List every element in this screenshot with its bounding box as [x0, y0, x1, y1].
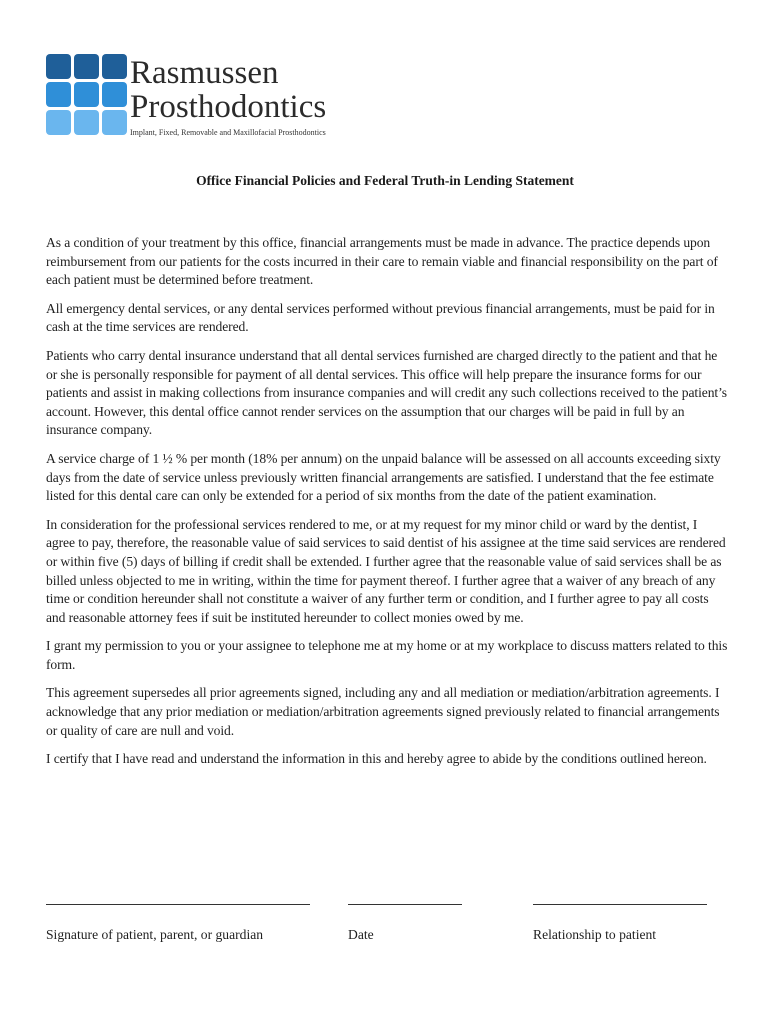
signature-line[interactable]: [46, 890, 310, 905]
practice-tagline: Implant, Fixed, Removable and Maxillofacial Prosthodontics: [130, 128, 326, 137]
date-label: Date: [348, 927, 374, 942]
signature-field[interactable]: [46, 890, 310, 943]
paragraph-consideration: In consideration for the professional services rendered to me, or at my request for my minor child or ward by the dentist, I agree to pay, therefore, the reasonable value of said services to said dentist of his assignee at the time said services are rendered or within five (5) days of billing if credit shall be extended. I further agree that the reasonable value of said services shall be as billed unless objected to me in writing, within the time for payment thereof. I further agree that a waiver of any breach of any time or condition hereunder shall not constitute a waiver of any further term or condition, and I further agree to pay all costs and reasonable attorney fees if suit be instituted hereunder to collect monies owed by me.: [46, 516, 726, 625]
logo-square: [102, 54, 127, 79]
logo-square: [102, 82, 127, 107]
practice-name-line1: Rasmussen: [130, 55, 279, 91]
date-line[interactable]: [348, 890, 462, 905]
logo-square: [102, 110, 127, 135]
logo-square: [46, 110, 71, 135]
date-field[interactable]: [348, 890, 462, 943]
paragraph-advance-arrangements: As a condition of your treatment by this office, financial arrangements must be made in advance. The practice depends upon reimbursement from our patients for the costs incurred in their care to remain viable and financial responsibility on the part of each patient must be determined before treatment.: [46, 235, 718, 288]
paragraph-certification: I certify that I have read and understand the information in this and hereby agree to abide by the conditions outlined hereon.: [46, 751, 707, 767]
signature-section: [46, 890, 728, 950]
practice-name: [130, 56, 326, 124]
relationship-label: Relationship to patient: [533, 927, 657, 942]
paragraph-emergency-services: All emergency dental services, or any dental services performed without previous financial arrangements, must be paid for in cash at the time services are rendered.: [46, 300, 715, 335]
logo-square: [74, 54, 99, 79]
logo-square: [46, 54, 71, 79]
relationship-line[interactable]: [533, 890, 707, 905]
paragraph-supersedes: This agreement supersedes all prior agreements signed, including any and all mediation or mediation/arbitration agreements. I acknowledge that any prior mediation or mediation/arbitration agreements signed previously related to financial arrangements or quality of care are null and void.: [46, 685, 720, 738]
paragraph-dental-insurance: Patients who carry dental insurance understand that all dental services furnished are charged directly to the patient and that he or she is personally responsible for payment of all dental services. This office will help prepare the insurance forms for our patients and assist in making collections from insurance companies and will credit any such collections received to the patient’s account. However, this dental office cannot render services on the assumption that our charges will be paid in full by an insurance company.: [46, 347, 727, 438]
logo-square: [74, 110, 99, 135]
paragraph-telephone-permission: I grant my permission to you or your assignee to telephone me at my home or at my workplace to discuss matters related to this form.: [46, 638, 728, 672]
relationship-field[interactable]: [533, 890, 707, 943]
logo-square: [46, 82, 71, 107]
logo-square: [74, 82, 99, 107]
practice-logo: [46, 54, 366, 144]
practice-name-line2: Prosthodontics: [130, 89, 327, 125]
document-body: [46, 234, 728, 779]
paragraph-service-charge: A service charge of 1 ½ % per month (18% per annum) on the unpaid balance will be assessed on all accounts exceeding sixty days from the date of service unless previously written financial arrangements are satisfied. I understand that the fee estimate listed for this dental care can only be extended for a period of six months from the date of the patient examination.: [46, 450, 721, 504]
logo-squares-icon: [46, 54, 127, 135]
document-title: Office Financial Policies and Federal Truth-in Lending Statement: [196, 173, 574, 188]
signature-label: Signature of patient, parent, or guardian: [46, 927, 264, 942]
